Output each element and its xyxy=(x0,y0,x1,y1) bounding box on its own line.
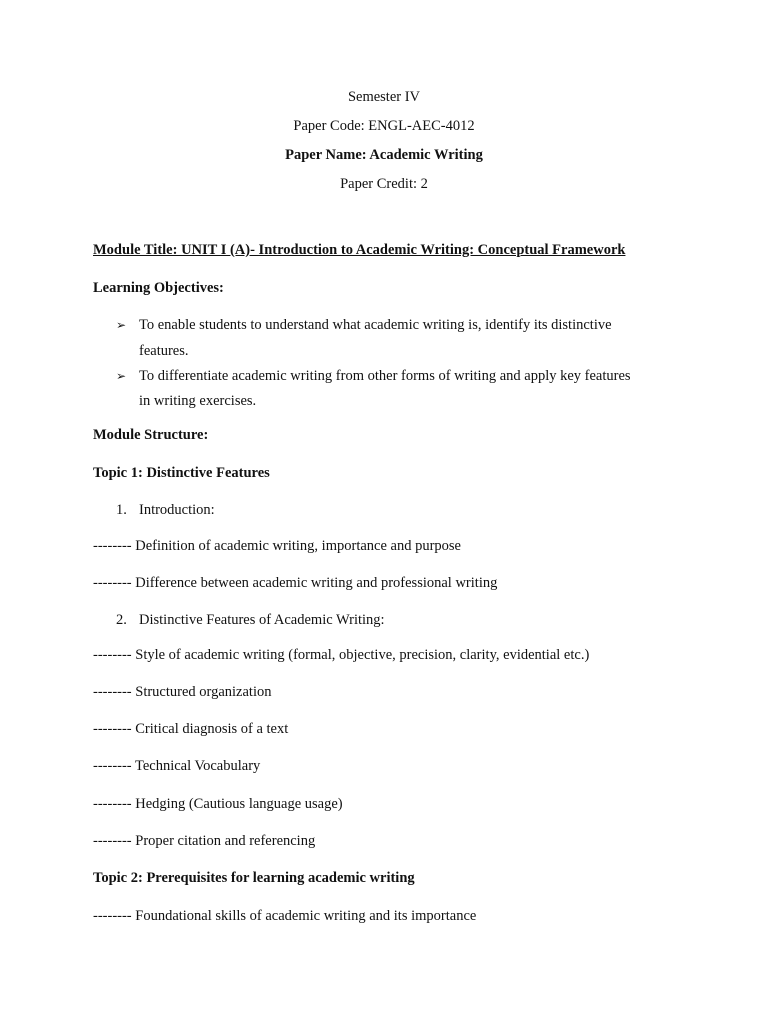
topic-2-heading: Topic 2: Prerequisites for learning academic writing xyxy=(93,870,415,886)
arrowhead-bullet-icon: ➢ xyxy=(116,318,127,332)
objective-2-line-2: in writing exercises. xyxy=(139,393,257,409)
list-item: -------- Style of academic writing (formal, objective, precision, clarity, evidential etc.) xyxy=(93,647,590,663)
objective-1-line-2: features. xyxy=(139,343,189,359)
arrowhead-bullet-icon: ➢ xyxy=(116,369,127,383)
module-structure-heading: Module Structure: xyxy=(93,427,209,443)
paper-name: Paper Name: Academic Writing xyxy=(285,147,483,163)
list-item: -------- Technical Vocabulary xyxy=(93,758,261,774)
list-item: -------- Definition of academic writing, importance and purpose xyxy=(93,538,461,554)
objective-2-line-1: To differentiate academic writing from other forms of writing and apply key features xyxy=(139,368,631,384)
paper-code: Paper Code: ENGL-AEC-4012 xyxy=(293,118,475,134)
section-number: 1. xyxy=(116,502,127,518)
learning-objectives-heading: Learning Objectives: xyxy=(93,280,224,296)
objective-1-line-1: To enable students to understand what academic writing is, identify its distinctive xyxy=(139,317,612,333)
list-item: -------- Structured organization xyxy=(93,684,272,700)
section-label-distinctive-features: Distinctive Features of Academic Writing: xyxy=(139,612,385,628)
list-item: -------- Hedging (Cautious language usage) xyxy=(93,796,343,812)
paper-credit: Paper Credit: 2 xyxy=(340,176,428,192)
topic-1-heading: Topic 1: Distinctive Features xyxy=(93,465,270,481)
section-label-introduction: Introduction: xyxy=(139,502,215,518)
list-item: -------- Critical diagnosis of a text xyxy=(93,721,289,737)
list-item: -------- Foundational skills of academic writing and its importance xyxy=(93,908,477,924)
list-item: -------- Proper citation and referencing xyxy=(93,833,316,849)
list-item: -------- Difference between academic writing and professional writing xyxy=(93,575,498,591)
section-number: 2. xyxy=(116,612,127,628)
module-title: Module Title: UNIT I (A)- Introduction to Academic Writing: Conceptual Framework xyxy=(93,242,626,258)
semester-label: Semester IV xyxy=(347,89,421,105)
